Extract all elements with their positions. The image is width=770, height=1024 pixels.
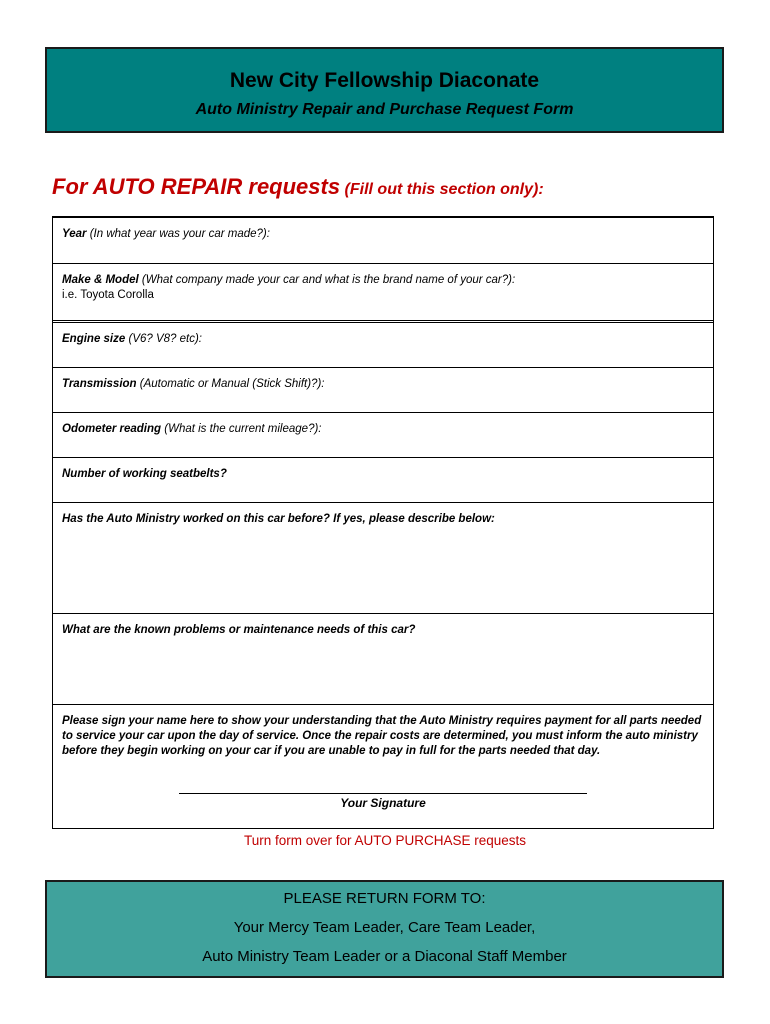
year-hint: (In what year was your car made?): <box>89 228 270 240</box>
turn-over-note: Turn form over for AUTO PURCHASE requests <box>243 833 527 848</box>
page-title: New City Fellowship Diaconate <box>229 69 540 92</box>
year-field[interactable] <box>53 218 713 264</box>
page-subtitle: Auto Ministry Repair and Purchase Request Form <box>195 101 574 118</box>
make-model-field[interactable] <box>53 264 713 323</box>
section-heading <box>52 174 544 200</box>
section-heading-main: For AUTO REPAIR requests <box>52 174 341 199</box>
engine-size-field[interactable] <box>53 323 713 368</box>
seatbelts-label: Number of working seatbelts? <box>62 468 227 480</box>
return-line-2: Auto Ministry Team Leader or a Diaconal Staff Member <box>202 948 567 965</box>
odometer-hint: (What is the current mileage?): <box>164 423 322 435</box>
return-heading: PLEASE RETURN FORM TO: <box>283 890 486 907</box>
return-form-box <box>45 880 724 978</box>
make-model-example: i.e. Toyota Corolla <box>62 289 154 301</box>
odometer-field[interactable] <box>53 413 713 458</box>
repair-form-table <box>52 216 714 829</box>
transmission-hint: (Automatic or Manual (Stick Shift)?): <box>139 378 325 390</box>
odometer-label: Odometer reading <box>62 423 162 435</box>
signature-section <box>53 705 713 828</box>
signature-statement: Please sign your name here to show your understanding that the Auto Ministry requires payment for all parts needed to service your car upon the day of service. Once the repair costs are determined, you must inform the auto ministry before they begin working on your car if you are unable to pay in full for the parts needed that day. <box>62 715 702 757</box>
previous-work-label: Has the Auto Ministry worked on this car before? If yes, please describe below: <box>62 513 495 525</box>
transmission-field[interactable] <box>53 368 713 413</box>
make-model-hint: (What company made your car and what is the brand name of your car?): <box>141 274 516 286</box>
form-header <box>45 47 724 133</box>
previous-work-field[interactable] <box>53 503 713 614</box>
signature-label: Your Signature <box>340 796 426 810</box>
make-model-label: Make & Model <box>62 274 139 286</box>
section-heading-note: (Fill out this section only): <box>344 181 544 198</box>
problems-label: What are the known problems or maintenance needs of this car? <box>62 624 416 636</box>
engine-size-label: Engine size <box>62 333 126 345</box>
year-label: Year <box>62 228 87 240</box>
transmission-label: Transmission <box>62 378 137 390</box>
return-line-1: Your Mercy Team Leader, Care Team Leader, <box>233 919 536 936</box>
signature-line[interactable] <box>179 793 587 794</box>
engine-size-hint: (V6? V8? etc): <box>128 333 202 345</box>
seatbelts-field[interactable] <box>53 458 713 503</box>
problems-field[interactable] <box>53 614 713 705</box>
